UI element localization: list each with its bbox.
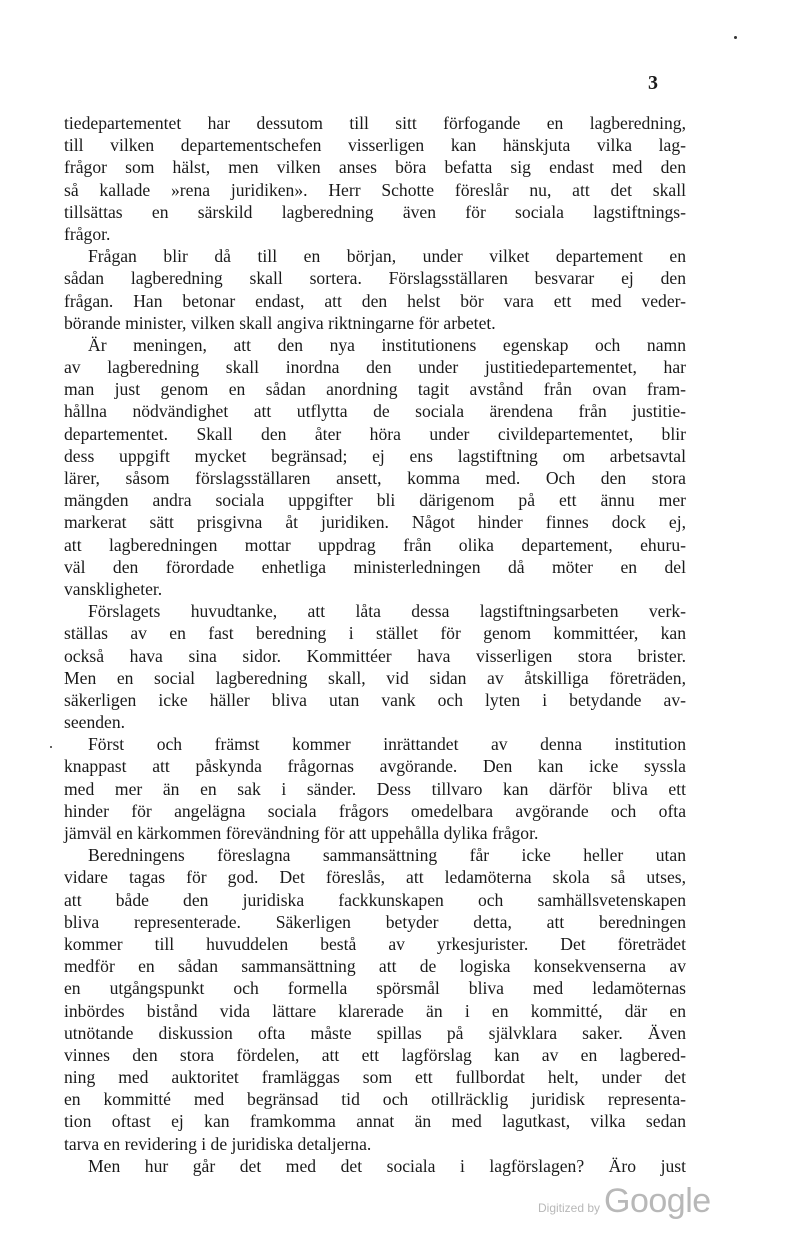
text-line: frågor som hälst, men vilken anses böra befatta sig endast med den bbox=[64, 157, 686, 178]
speck-mark bbox=[50, 746, 52, 748]
text-line: också hava sina sidor. Kommittéer hava visserligen stora brister. bbox=[64, 645, 686, 666]
text-line: medför en sådan sammansättning att de logiska konsekvenserna av bbox=[64, 956, 686, 977]
text-line: Först och främst kommer inrättandet av denna institution bbox=[88, 734, 686, 755]
text-line: till vilken departementschefen visserligen kan hänskjuta vilka lag- bbox=[64, 135, 686, 156]
text-line: Är meningen, att den nya institutionens egenskap och namn bbox=[88, 334, 686, 355]
speck-mark bbox=[734, 36, 737, 39]
digitized-watermark bbox=[538, 1182, 711, 1221]
text-line: bliva representerade. Säkerligen betyder detta, att beredningen bbox=[64, 911, 686, 932]
text-line: Frågan blir då till en början, under vilket departement en bbox=[88, 246, 686, 267]
text-line: jämväl en kärkommen förevändning för att uppehålla dylika frågor. bbox=[64, 823, 539, 843]
text-line: kommer till huvuddelen bestå av yrkesjurister. Det företrädet bbox=[64, 933, 686, 954]
text-line: tiedepartementet har dessutom till sitt förfogande en lagberedning, bbox=[64, 113, 686, 133]
text-line: Men hur går det med det sociala i lagförslagen? Äro just bbox=[88, 1155, 686, 1176]
text-line: börande minister, vilken skall angiva riktningarne för arbetet. bbox=[64, 312, 496, 333]
text-line: en utgångspunkt och formella spörsmål bliva med ledamöternas bbox=[64, 978, 686, 999]
text-line: mängden andra sociala uppgifter bli därigenom på ett ännu mer bbox=[64, 490, 686, 511]
text-line: markerat sätt prisgivna åt juridiken. Något hinder finnes dock ej, bbox=[64, 512, 686, 533]
paragraph bbox=[64, 844, 686, 1155]
text-line: knappast att påskynda frågornas avgörande. Den kan icke syssla bbox=[64, 756, 686, 777]
text-line: ställas av en fast beredning i stället för genom kommittéer, kan bbox=[64, 623, 686, 644]
google-logo: Google bbox=[604, 1182, 711, 1220]
text-line: tarva en revidering i de juridiska detaljerna. bbox=[64, 1133, 372, 1154]
text-line: frågan. Han betonar endast, att den helst bör vara ett med veder- bbox=[64, 290, 686, 311]
text-line: tion oftast ej kan framkomma annat än med lagutkast, vilka sedan bbox=[64, 1111, 686, 1132]
text-line: Förslagets huvudtanke, att låta dessa lagstiftningsarbeten verk- bbox=[88, 601, 686, 622]
text-line: utnötande diskussion ofta måste spillas på självklara saker. Även bbox=[64, 1022, 686, 1043]
page-number: 3 bbox=[648, 72, 658, 94]
text-line: att lagberedningen mottar uppdrag från olika departement, ehuru- bbox=[64, 534, 686, 555]
text-line: väl den förordade enhetliga ministerledningen då möter en del bbox=[64, 556, 686, 577]
text-line: av lagberedning skall inordna den under justitiedepartementet, har bbox=[64, 357, 686, 378]
paragraph bbox=[64, 1155, 686, 1177]
text-line: hållna nödvändighet att utflytta de sociala ärendena från justitie- bbox=[64, 401, 686, 422]
paragraph bbox=[64, 245, 686, 334]
text-line: hinder för angelägna sociala frågors omedelbara avgörande och ofta bbox=[64, 800, 686, 821]
text-line: vanskligheter. bbox=[64, 578, 163, 599]
text-line: departementet. Skall den åter höra under civildepartementet, blir bbox=[64, 423, 686, 444]
text-line: med mer än en sak i sänder. Dess tillvaro kan därför bliva ett bbox=[64, 778, 686, 799]
paragraph bbox=[64, 334, 686, 600]
text-line: att både den juridiska fackkunskapen och samhällsvetenskapen bbox=[64, 889, 686, 910]
text-line: Men en social lagberedning skall, vid sidan av åtskilliga företräden, bbox=[64, 667, 686, 688]
paragraph bbox=[64, 600, 686, 733]
text-line: en kommitté med begränsad tid och otillräcklig juridisk representa- bbox=[64, 1089, 686, 1110]
text-line: dess uppgift mycket begränsad; ej ens lagstiftning om arbetsavtal bbox=[64, 445, 686, 466]
text-line: lärer, såsom förslagsställaren ansett, komma med. Och den stora bbox=[64, 468, 686, 488]
paragraph bbox=[64, 112, 686, 245]
text-line: man just genom en sådan anordning tagit avstånd från ovan fram- bbox=[64, 379, 686, 400]
text-line: frågor. bbox=[64, 223, 111, 244]
text-line: vinnes den stora fördelen, att ett lagförslag kan av en lagbered- bbox=[64, 1044, 686, 1065]
text-line: så kallade »rena juridiken». Herr Schotte föreslår nu, att det skall bbox=[64, 179, 686, 200]
paragraph bbox=[64, 733, 686, 844]
text-line: inbördes bistånd vida lättare klarerade än i en kommitté, där en bbox=[64, 1000, 686, 1021]
watermark-prefix: Digitized by bbox=[538, 1201, 601, 1215]
text-line: Beredningens föreslagna sammansättning får icke heller utan bbox=[88, 845, 686, 866]
text-line: seenden. bbox=[64, 712, 126, 733]
text-line: tillsättas en särskild lagberedning även för sociala lagstiftnings- bbox=[64, 201, 686, 222]
body-text bbox=[64, 112, 686, 1177]
text-line: säkerligen icke häller bliva utan vank och lyten i betydande av- bbox=[64, 689, 686, 710]
text-line: sådan lagberedning skall sortera. Förslagsställaren besvarar ej den bbox=[64, 268, 686, 289]
text-line: ning med auktoritet framläggas som ett fullbordat helt, under det bbox=[64, 1067, 686, 1088]
text-line: vidare tagas för god. Det föreslås, att ledamöterna skola så utses, bbox=[64, 867, 686, 888]
